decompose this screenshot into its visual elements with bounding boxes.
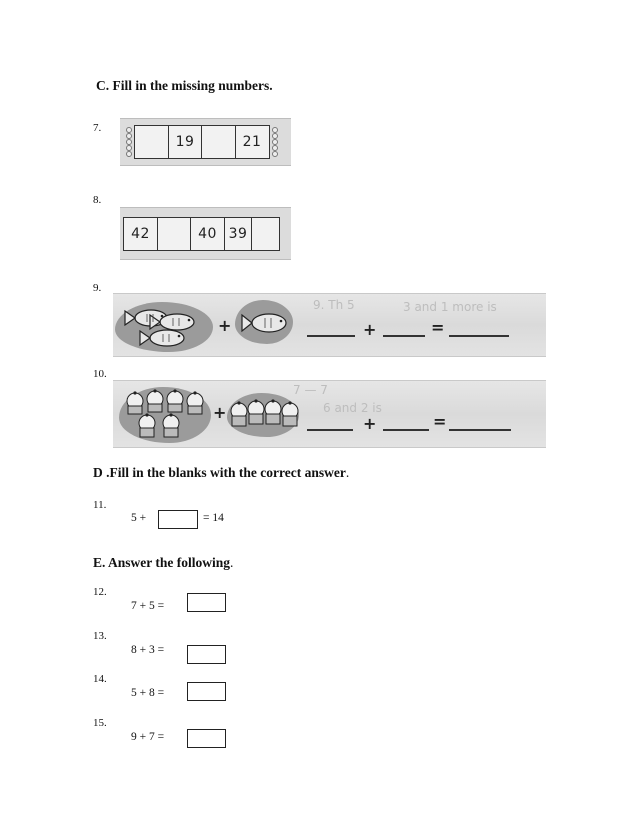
fish-icon-group-of-three [119, 302, 213, 352]
q10-blank-answer[interactable] [449, 429, 511, 431]
cupcake-icon-group-of-four [229, 397, 299, 435]
section-d-heading-period: . [345, 465, 350, 480]
q7-cell-4: 21 [235, 125, 270, 159]
question-7-number: 7. [93, 122, 102, 134]
q9-blank-2[interactable] [383, 335, 425, 337]
film-holes [272, 127, 278, 157]
question-12-answer-box[interactable] [187, 593, 226, 612]
q10-blank-1[interactable] [307, 429, 353, 431]
question-11-left-operand: 5 + [131, 512, 147, 524]
q9-blank-answer[interactable] [449, 335, 509, 337]
question-14-answer-box[interactable] [187, 682, 226, 701]
question-15-answer-box[interactable] [187, 729, 226, 748]
q7-cell-1[interactable] [134, 125, 169, 159]
q8-cell-4: 39 [224, 217, 253, 251]
q7-cell-3[interactable] [201, 125, 236, 159]
q10-equals-sign: = [433, 412, 447, 431]
question-13-expression: 8 + 3 = [131, 644, 165, 656]
q9-equals-sign: = [431, 318, 445, 337]
question-15-number: 15. [93, 717, 107, 729]
question-8-number-strip [120, 207, 291, 260]
question-9-number: 9. [93, 282, 102, 294]
section-e-heading-period: . [230, 555, 234, 570]
question-15-expression: 9 + 7 = [131, 731, 165, 743]
section-e-heading [93, 555, 233, 571]
section-d-heading-text: D .Fill in the blanks with the correct answer [93, 465, 346, 480]
ghost-text: 6 and 2 is [323, 401, 382, 415]
q9-blank-1[interactable] [307, 335, 355, 337]
q10-blank-2[interactable] [383, 429, 429, 431]
q7-cell-2: 19 [168, 125, 203, 159]
section-e-heading-text: E. Answer the following [93, 555, 231, 570]
q10-plus-sign: + [213, 403, 227, 422]
question-12-number: 12. [93, 586, 107, 598]
q8-cell-5[interactable] [251, 217, 280, 251]
question-14-number: 14. [93, 673, 107, 685]
question-8-number: 8. [93, 194, 102, 206]
question-14-expression: 5 + 8 = [131, 687, 165, 699]
question-7-number-strip [120, 118, 291, 166]
question-10-number: 10. [93, 368, 107, 380]
q8-cell-1: 42 [123, 217, 158, 251]
q8-cell-3: 40 [190, 217, 225, 251]
question-10-picture-strip [113, 380, 546, 448]
section-c-heading: C. Fill in the missing numbers. [96, 78, 273, 93]
q8-cell-2[interactable] [157, 217, 192, 251]
ghost-text: 3 and 1 more is [403, 300, 497, 314]
question-13-number: 13. [93, 630, 107, 642]
cupcake-icon-group-of-six [123, 389, 209, 443]
section-d-heading [93, 465, 349, 481]
q9-plus-sign-2: + [363, 320, 377, 339]
question-11-number: 11. [93, 499, 107, 511]
ghost-text: 9. Th 5 [313, 298, 355, 312]
q10-plus-sign-2: + [363, 414, 377, 433]
question-13-answer-box[interactable] [187, 645, 226, 664]
q9-plus-sign: + [218, 316, 232, 335]
ghost-text: 7 — 7 [293, 383, 328, 397]
film-holes [126, 127, 132, 157]
question-12-expression: 7 + 5 = [131, 600, 165, 612]
question-11-result: = 14 [203, 512, 224, 524]
fish-icon-single [239, 306, 291, 340]
question-9-picture-strip [113, 293, 546, 357]
question-11-answer-box[interactable] [158, 510, 198, 529]
